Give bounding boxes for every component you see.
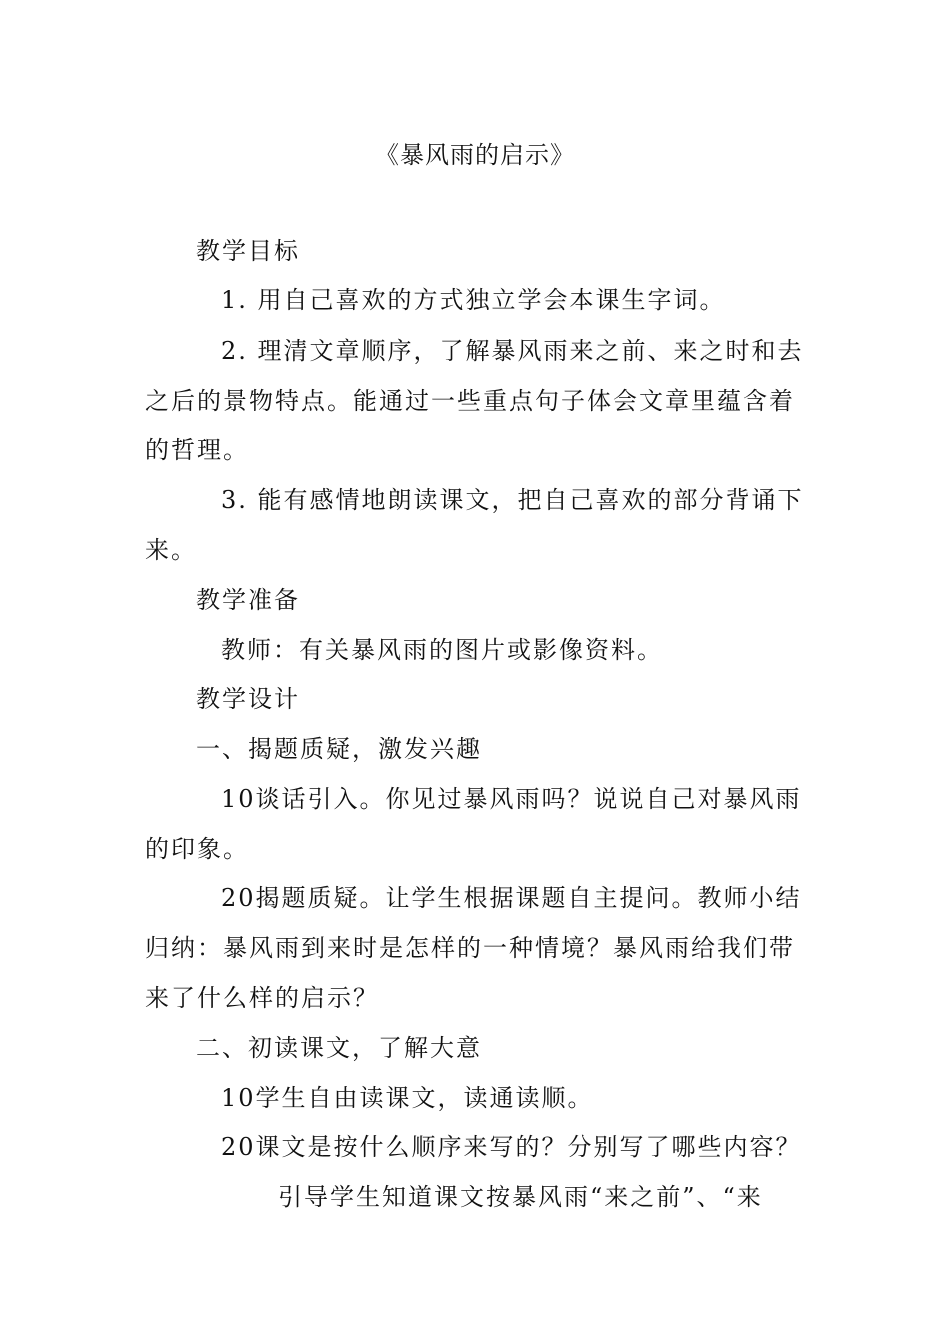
document-title: 《暴风雨的启示》	[375, 141, 575, 169]
part-1-item-2-line-3: 来了什么样的启示？	[145, 984, 379, 1012]
part-2-heading: 二、初读课文，了解大意	[196, 1034, 482, 1062]
objectives-heading: 教学目标	[196, 237, 300, 265]
objective-2-line-3: 的哲理。	[145, 436, 249, 464]
part-1-heading: 一、揭题质疑，激发兴趣	[196, 735, 482, 763]
preparation-heading: 教学准备	[196, 586, 300, 614]
part-1-item-1-line-2: 的印象。	[145, 835, 249, 863]
objective-2-line-1: 2. 理清文章顺序，了解暴风雨来之前、来之时和去	[221, 337, 804, 365]
part-1-item-2-line-1: 20揭题质疑。让学生根据课题自主提问。教师小结	[221, 884, 802, 912]
part-1-item-2-line-2: 归纳：暴风雨到来时是怎样的一种情境？暴风雨给我们带	[145, 934, 795, 962]
preparation-text: 教师：有关暴风雨的图片或影像资料。	[221, 636, 663, 664]
part-2-item-3: 引导学生知道课文按暴风雨“来之前”、“来	[278, 1183, 763, 1211]
objective-2-line-2: 之后的景物特点。能通过一些重点句子体会文章里蕴含着	[145, 387, 795, 415]
objective-1: 1. 用自己喜欢的方式独立学会本课生字词。	[221, 286, 726, 314]
objective-3-line-1: 3. 能有感情地朗读课文，把自己喜欢的部分背诵下	[221, 486, 804, 514]
objective-3-line-2: 来。	[145, 536, 197, 564]
design-heading: 教学设计	[196, 685, 300, 713]
part-1-item-1-line-1: 10谈话引入。你见过暴风雨吗？说说自己对暴风雨	[221, 785, 802, 813]
part-2-item-1: 10学生自由读课文，读通读顺。	[221, 1084, 594, 1112]
part-2-item-2: 20课文是按什么顺序来写的？分别写了哪些内容？	[221, 1133, 802, 1161]
